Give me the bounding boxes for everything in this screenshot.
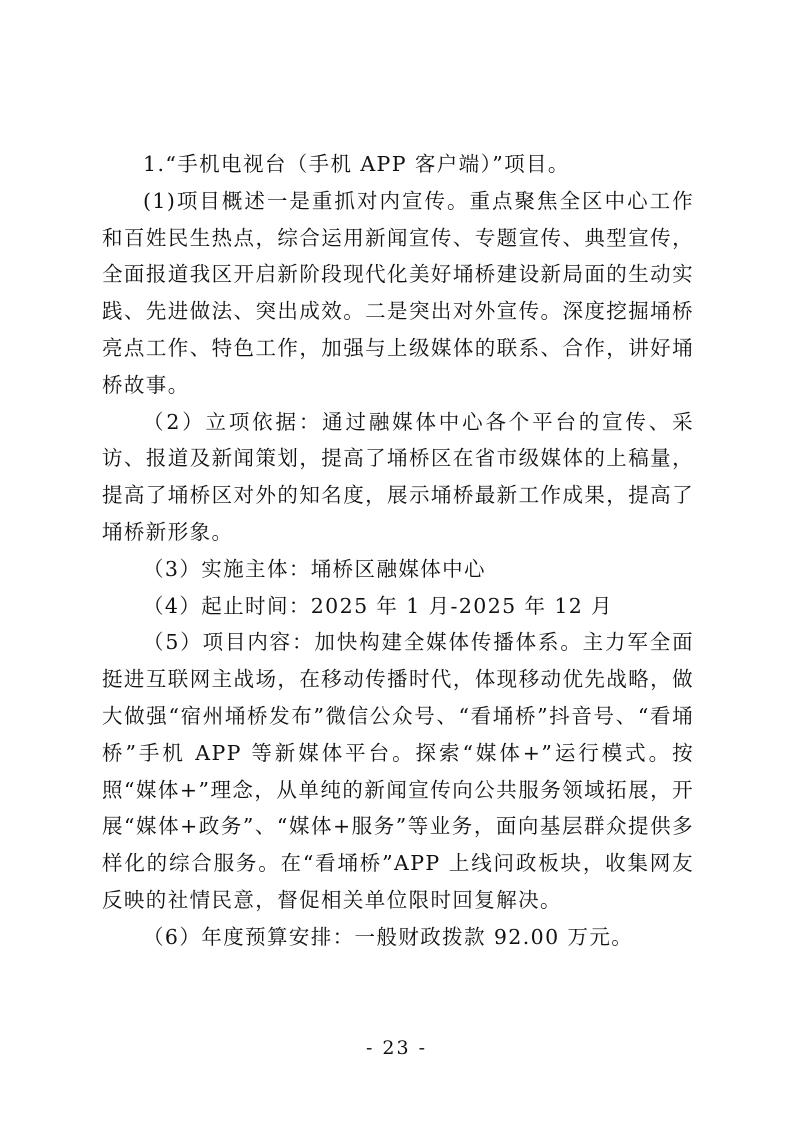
page-number: - 23 - <box>365 1037 428 1059</box>
section-heading: 1.“手机电视台（手机 APP 客户端）”项目。 <box>143 152 570 176</box>
paragraph-period: （4）起止时间：2025 年 1 月-2025 年 12 月 <box>143 593 614 618</box>
paragraph-basis: （2）立项依据：通过融媒体中心各个平台的宣传、采访、报道及新闻策划，提高了埇桥区在省市级媒体的上稿量，提高了埇桥区对外的知名度，展示埇桥最新工作成果，提高了埇桥新形象。 <box>102 409 694 544</box>
paragraph-implementer: （3）实施主体：埇桥区融媒体中心 <box>143 556 486 581</box>
document-body <box>102 146 694 956</box>
paragraph-budget: （6）年度预算安排：一般财政拨款 92.00 万元。 <box>143 924 634 949</box>
paragraph-overview: (1)项目概述一是重抓对内宣传。重点聚焦全区中心工作和百姓民生热点，综合运用新闻宣传、专题宣传、典型宣传，全面报道我区开启新阶段现代化美好埇桥建设新局面的生动实践、先进做法、突出成效。二是突出对外宣传。深度挖掘埇桥亮点工作、特色工作，加强与上级媒体的联系、合作，讲好埇桥故事。 <box>102 188 694 397</box>
paragraph-content: （5）项目内容：加快构建全媒体传播体系。主力军全面挺进互联网主战场，在移动传播时代，体现移动优先战略，做大做强“宿州埇桥发布”微信公众号、“看埇桥”抖音号、“看埇桥”手机 APP 等新媒体平台。探索“媒体+”运行模式。按照“媒体+”理念，从单纯的新闻宣传向公共服务领域拓展，开展“媒体+政务”、“媒体+服务”等业务，面向基层群众提供多样化的综合服务。在“看埇桥”APP 上线问政板块，收集网友反映的社情民意，督促相关单位限时回复解决。 <box>102 630 694 912</box>
